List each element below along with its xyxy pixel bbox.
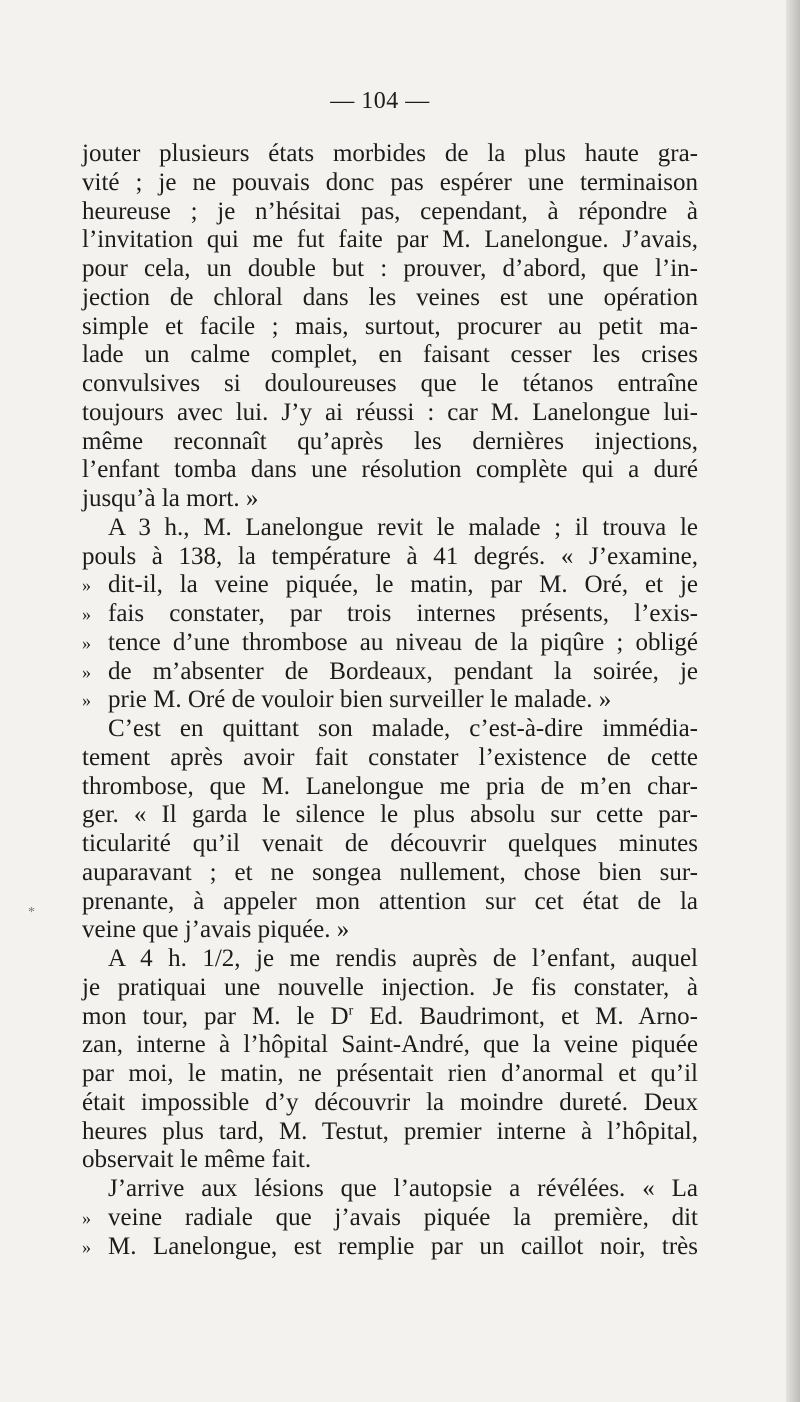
line-text: A 4 h. 1/2, je me rendis auprès de l’enfant, auquel — [108, 945, 698, 972]
line-text: pouls à 138, la température à 41 degrés. « J’examine, — [82, 542, 698, 570]
line-text: convulsives si douloureuses que le tétanos entraîne — [82, 370, 698, 397]
line-text: par moi, le matin, ne présentait rien d’anormal et qu’il — [82, 1060, 698, 1087]
line-text: prenante, à appeler mon attention sur cet état de la — [82, 887, 698, 915]
line-text: lade un calme complet, en faisant cesser les crises — [82, 341, 698, 369]
line-text: vité ; je ne pouvais donc pas espérer une terminaison — [82, 168, 698, 196]
line-text: C’est en quittant son malade, c’est-à-dire immédia- — [108, 715, 698, 742]
text-line — [82, 715, 698, 744]
line-text: ger. « Il garda le silence le plus absolu sur cette par- — [82, 801, 698, 829]
page-edge — [786, 0, 800, 1402]
quote-mark: » — [82, 604, 91, 624]
line-text: M. Lanelongue, est remplie par un caillot noir, très — [108, 1232, 698, 1260]
line-text: tement après avoir fait constater l’existence de cette — [82, 743, 698, 771]
text-line — [82, 830, 698, 859]
quote-mark: » — [82, 1236, 91, 1257]
line-text: l’enfant tomba dans une résolution complète qui a duré — [82, 456, 698, 484]
text-line — [82, 226, 698, 255]
text-line — [82, 686, 698, 715]
text-line — [82, 1204, 698, 1233]
text-line — [82, 916, 698, 945]
text-line — [82, 140, 698, 169]
line-text: heureuse ; je n’hésitai pas, cependant, à répondre à — [82, 197, 698, 225]
superscript: r — [348, 1003, 354, 1019]
line-text: je pratiquai une nouvelle injection. Je fis constater, à — [82, 973, 698, 1001]
quote-mark: » — [82, 690, 91, 711]
text-line — [82, 313, 698, 342]
line-text: de m’absenter de Bordeaux, pendant la soirée, je — [108, 657, 698, 685]
line-text: zan, interne à l’hôpital Saint-André, que la veine piquée — [82, 1031, 698, 1059]
text-line — [82, 255, 698, 284]
line-text: était impossible d’y découvrir la moindre dureté. Deux — [82, 1088, 698, 1116]
line-text: dit-il, la veine piquée, le matin, par M. Oré, et je — [108, 571, 698, 599]
text-line — [82, 1031, 698, 1060]
line-text: pour cela, un double but : prouver, d’abord, que l’in- — [82, 255, 698, 282]
text-line — [82, 514, 698, 543]
line-text: jouter plusieurs états morbides de la plus haute gra- — [82, 140, 698, 167]
line-text: ticularité qu’il venait de découvrir quelques minutes — [82, 830, 698, 857]
text-line — [82, 169, 698, 198]
line-text: thrombose, que M. Lanelongue me pria de m’en char- — [82, 772, 698, 800]
text-line — [82, 1089, 698, 1118]
text-line — [82, 1003, 698, 1032]
text-line — [82, 744, 698, 773]
text-line — [82, 399, 698, 428]
line-text: mon tour, par M. le D — [82, 1002, 349, 1030]
page-number: — 104 — — [330, 88, 430, 114]
quote-mark: » — [82, 575, 91, 596]
quote-mark: » — [82, 632, 91, 653]
line-text: fais constater, par trois internes présents, l’exis- — [108, 600, 698, 627]
text-line — [82, 543, 698, 572]
line-text: simple et facile ; mais, surtout, procurer au petit ma- — [82, 312, 698, 340]
line-text: l’invitation qui me fut faite par M. Lanelongue. J’avais, — [82, 226, 698, 254]
line-text: veine radiale que j’avais piquée la première, dit — [108, 1203, 698, 1231]
text-line — [82, 428, 698, 457]
text-line — [82, 974, 698, 1003]
line-text: observait le même fait. — [82, 1146, 312, 1174]
text-line — [82, 629, 698, 658]
text-line — [82, 773, 698, 802]
text-line — [82, 1175, 698, 1204]
text-line — [82, 341, 698, 370]
line-text: veine que j’avais piquée. » — [82, 916, 350, 944]
text-line — [82, 600, 698, 629]
line-text: tence d’une thrombose au niveau de la piqûre ; obligé — [108, 628, 698, 656]
line-text: jection de chloral dans les veines est une opération — [82, 283, 698, 311]
line-text: même reconnaît qu’après les dernières injections, — [82, 427, 698, 455]
text-line — [82, 1233, 698, 1262]
text-line — [82, 801, 698, 830]
text-line — [82, 945, 698, 974]
text-line — [82, 284, 698, 313]
text-line — [82, 1118, 698, 1147]
text-line — [82, 370, 698, 399]
text-line — [82, 658, 698, 687]
line-text: jusqu’à la mort. » — [82, 485, 259, 512]
line-text: A 3 h., M. Lanelongue revit le malade ; il trouva le — [108, 513, 698, 541]
text-line — [82, 571, 698, 600]
text-line — [82, 888, 698, 917]
stray-mark: * — [28, 905, 35, 920]
quote-mark: » — [82, 661, 91, 682]
line-text: J’arrive aux lésions que l’autopsie a révélées. « La — [108, 1175, 698, 1202]
text-line — [82, 198, 698, 227]
line-text: toujours avec lui. J’y ai réussi : car M. Lanelongue lui- — [82, 398, 698, 426]
line-text: prie M. Oré de vouloir bien surveiller le malade. » — [108, 686, 612, 714]
line-text: heures plus tard, M. Testut, premier interne à l’hôpital, — [82, 1117, 698, 1145]
body-text — [82, 140, 698, 1261]
text-line — [82, 1146, 698, 1175]
text-line — [82, 485, 698, 514]
text-line — [82, 1060, 698, 1089]
text-line — [82, 456, 698, 485]
line-text: Ed. Baudrimont, et M. Arno- — [353, 1002, 698, 1030]
text-line — [82, 859, 698, 888]
line-text: auparavant ; et ne songea nullement, chose bien sur- — [82, 858, 698, 886]
quote-mark: » — [82, 1207, 91, 1228]
